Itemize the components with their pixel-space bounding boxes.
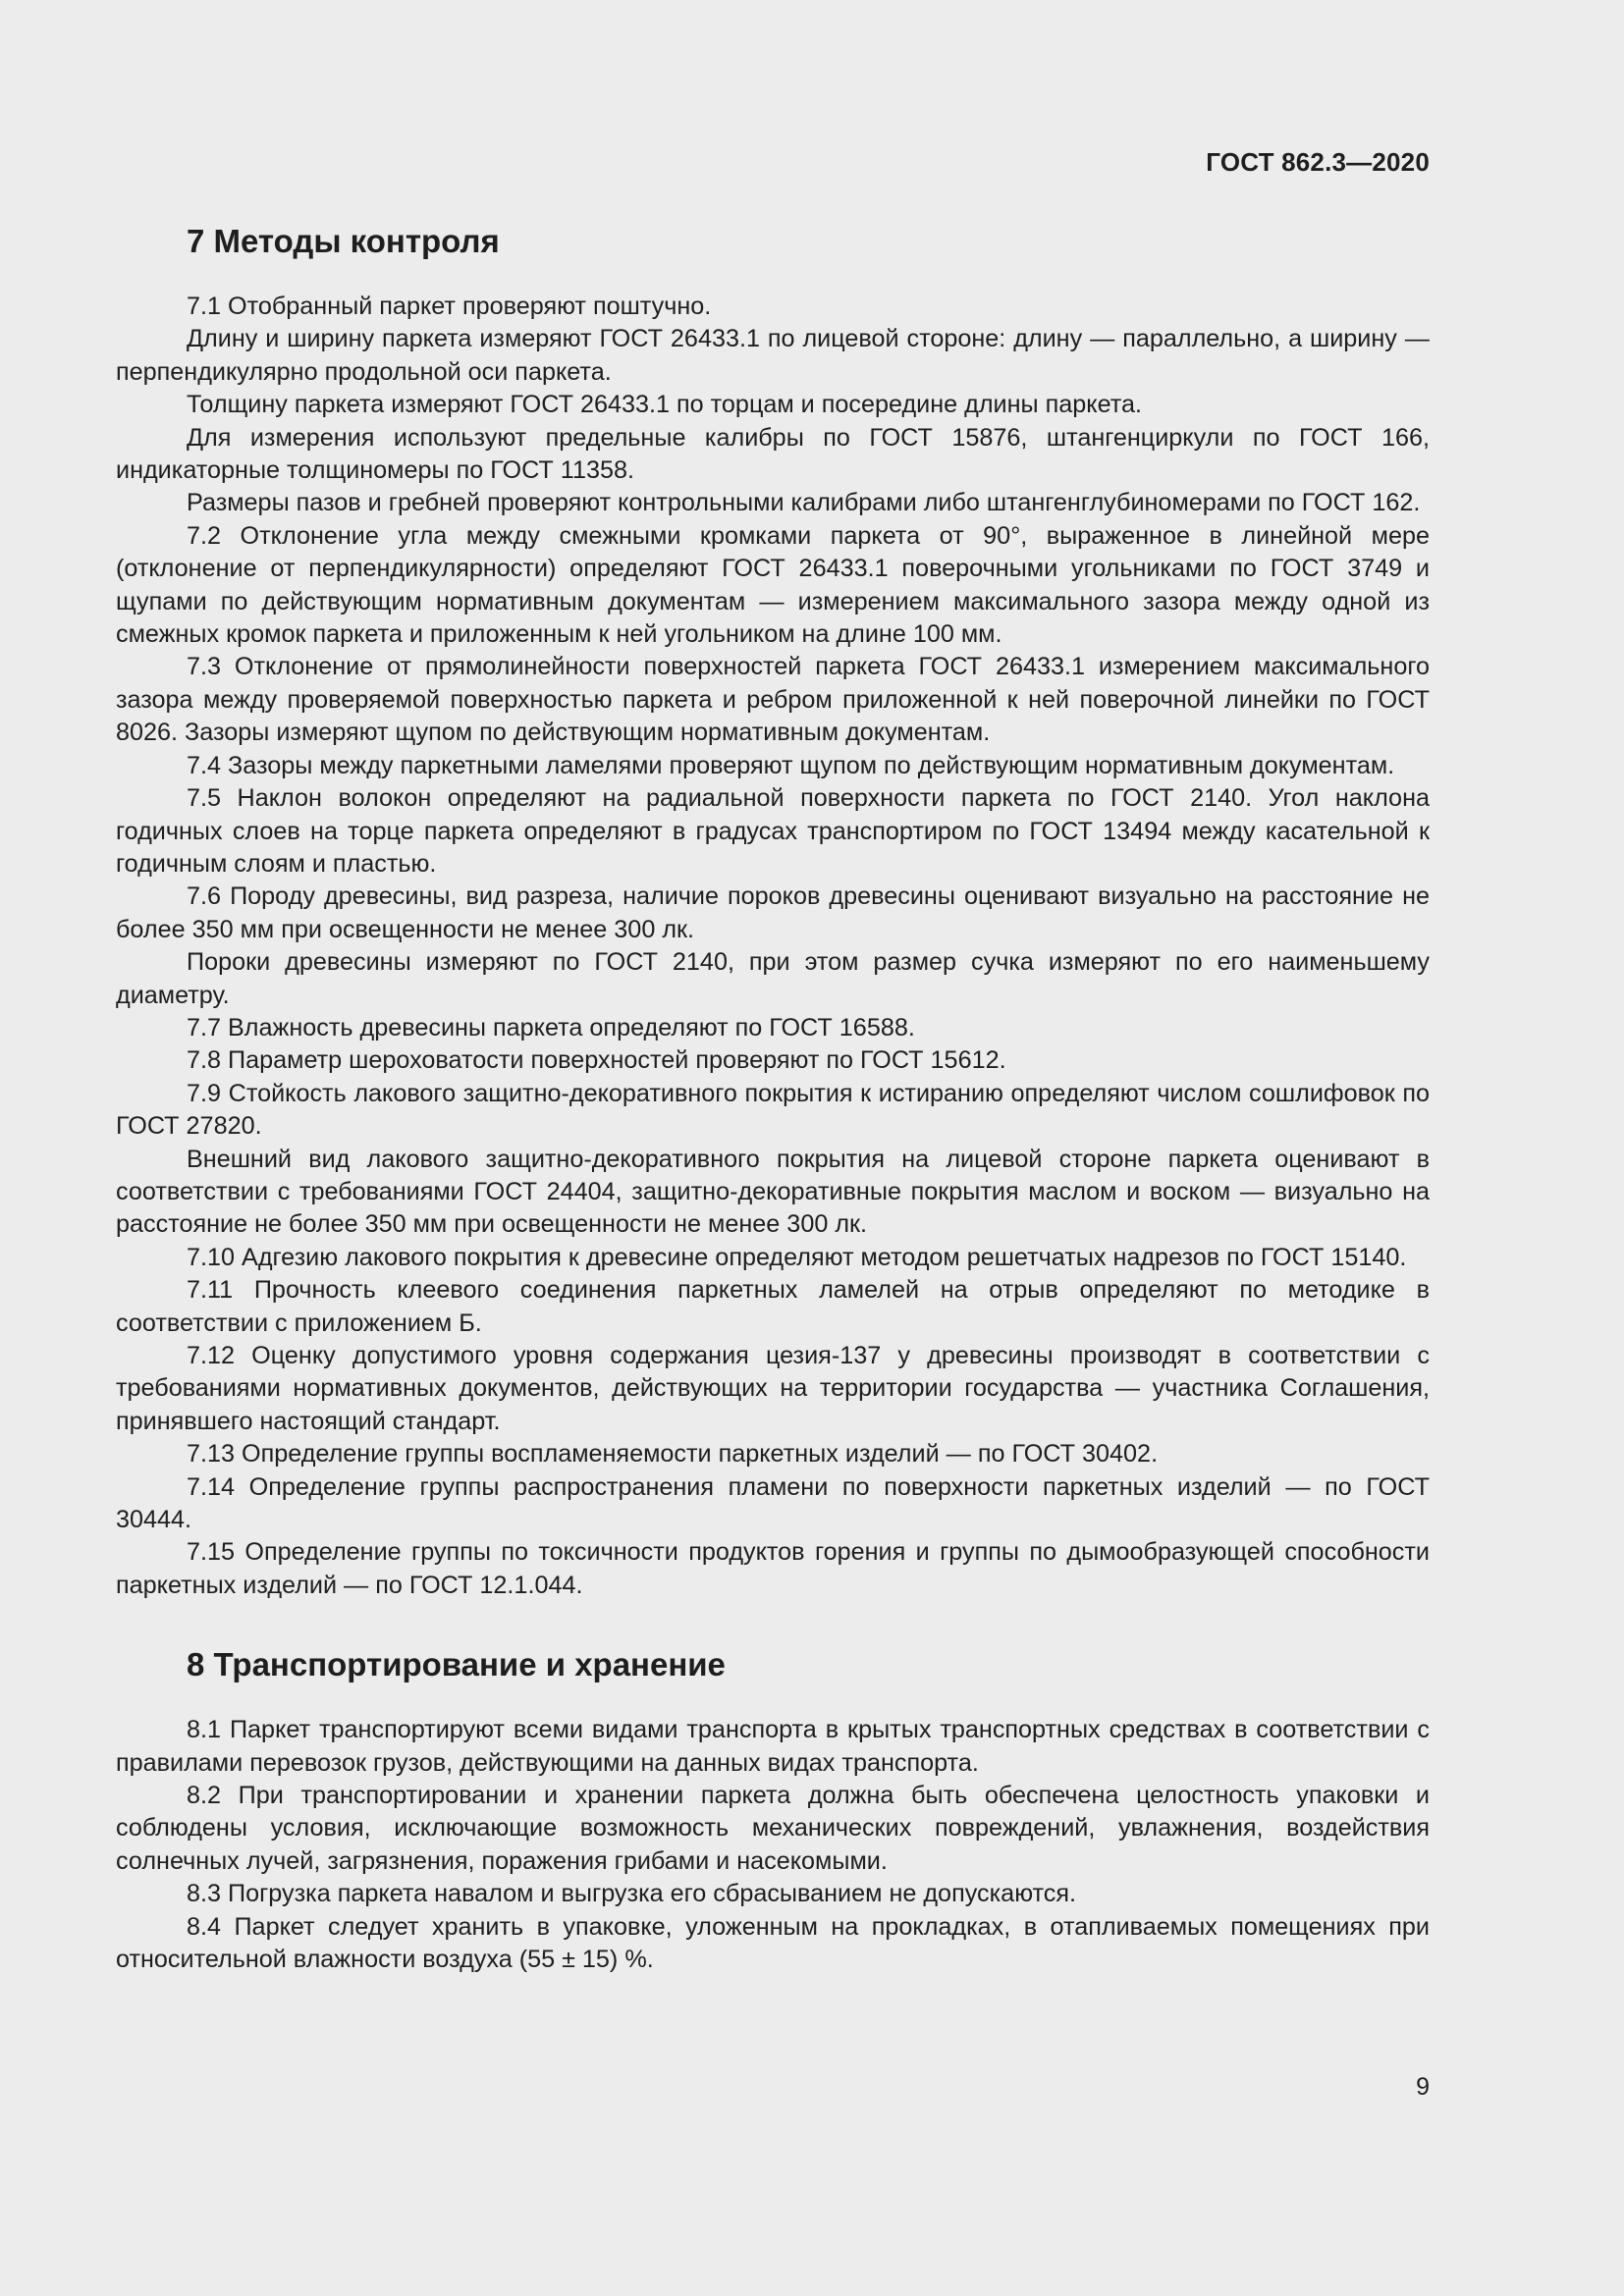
- page-number: 9: [1416, 2073, 1430, 2101]
- paragraph: 7.10 Адгезию лакового покрытия к древесине определяют методом решетчатых надрезов по ГОСТ 15140.: [187, 1243, 1407, 1271]
- paragraph: 7.8 Параметр шероховатости поверхностей проверяют по ГОСТ 15612.: [187, 1046, 1006, 1075]
- section-7-body: [116, 291, 1430, 1602]
- paragraph: 7.13 Определение группы воспламеняемости паркетных изделий — по ГОСТ 30402.: [187, 1440, 1159, 1468]
- paragraph: 7.12 Оценку допустимого уровня содержания цезия-137 у древесины производят в соответствии с требованиями нормативных документов, действующих на территории государства — участника Соглашения, принявшего настоящий стандарт.: [116, 1342, 1430, 1435]
- paragraph: 7.3 Отклонение от прямолинейности поверхностей паркета ГОСТ 26433.1 измерением максимального зазора между проверяемой поверхностью паркета и ребром приложенной к ней поверочной линейки по ГОСТ 8026. Зазоры измеряют щупом по действующим нормативным документам.: [116, 653, 1430, 747]
- document-code-header: ГОСТ 862.3—2020: [1206, 147, 1430, 177]
- page-content: [116, 214, 1430, 1977]
- paragraph: 7.2 Отклонение угла между смежными кромками паркета от 90°, выраженное в линейной мере (отклонение от перпендикулярности) определяют ГОСТ 26433.1 поверочными угольниками по ГОСТ 3749 и щупами по действующим нормативным документам — измерением максимального зазора между одной из смежных кромок паркета и приложенным к ней угольником на длине 100 мм.: [116, 521, 1430, 649]
- paragraph: Для измерения используют предельные калибры по ГОСТ 15876, штангенциркули по ГОСТ 166, индикаторные толщиномеры по ГОСТ 11358.: [116, 423, 1430, 485]
- paragraph: 7.1 Отобранный паркет проверяют поштучно.: [187, 293, 712, 320]
- paragraph: 7.9 Стойкость лакового защитно-декоративного покрытия к истиранию определяют числом сошлифовок по ГОСТ 27820.: [116, 1079, 1430, 1141]
- section-7-heading: 7 Методы контроля: [187, 223, 500, 259]
- paragraph: 8.2 При транспортировании и хранении паркета должна быть обеспечена целостность упаковки и соблюдены условия, исключающие возможность механических повреждений, увлажнения, воздействия солнечных лучей, загрязнения, поражения грибами и насекомыми.: [116, 1782, 1430, 1875]
- paragraph: Пороки древесины измеряют по ГОСТ 2140, при этом размер сучка измеряют по его наименьшему диаметру.: [116, 948, 1430, 1009]
- paragraph: 8.3 Погрузка паркета навалом и выгрузка его сбрасыванием не допускаются.: [187, 1880, 1077, 1908]
- paragraph: 7.6 Породу древесины, вид разреза, наличие пороков древесины оценивают визуально на расстояние не более 350 мм при освещенности не менее 300 лк.: [116, 882, 1430, 943]
- paragraph: 7.14 Определение группы распространения пламени по поверхности паркетных изделий — по ГОСТ 30444.: [116, 1472, 1430, 1534]
- paragraph: Длину и ширину паркета измеряют ГОСТ 26433.1 по лицевой стороне: длину — параллельно, а ширину — перпендикулярно продольной оси паркета.: [116, 325, 1430, 386]
- section-8-body: [116, 1714, 1430, 1976]
- paragraph: 7.5 Наклон волокон определяют на радиальной поверхности паркета по ГОСТ 2140. Угол наклона годичных слоев на торце паркета определяют в градусах транспортиром по ГОСТ 13494 между касательной к годичным слоям и пластью.: [116, 784, 1430, 878]
- paragraph: 7.15 Определение группы по токсичности продуктов горения и группы по дымообразующей способности паркетных изделий — по ГОСТ 12.1.044.: [116, 1538, 1430, 1599]
- section-8-heading: 8 Транспортирование и хранение: [187, 1646, 726, 1683]
- paragraph: 8.1 Паркет транспортируют всеми видами транспорта в крытых транспортных средствах в соответствии с правилами перевозок грузов, действующими на данных видах транспорта.: [116, 1716, 1430, 1777]
- paragraph: 7.7 Влажность древесины паркета определяют по ГОСТ 16588.: [187, 1013, 915, 1041]
- paragraph: Внешний вид лакового защитно-декоративного покрытия на лицевой стороне паркета оценивают в соответствии с требованиями ГОСТ 24404, защитно-декоративные покрытия маслом и воском — визуально на расстояние не более 350 мм при освещенности не менее 300 лк.: [116, 1145, 1430, 1239]
- paragraph: 7.4 Зазоры между паркетными ламелями проверяют щупом по действующим нормативным документам.: [187, 751, 1395, 779]
- paragraph: Толщину паркета измеряют ГОСТ 26433.1 по торцам и посередине длины паркета.: [187, 391, 1143, 419]
- paragraph: Размеры пазов и гребней проверяют контрольными калибрами либо штангенглубиномерами по ГОСТ 162.: [187, 489, 1421, 517]
- paragraph: 7.11 Прочность клеевого соединения паркетных ламелей на отрыв определяют по методике в соответствии с приложением Б.: [116, 1276, 1430, 1337]
- paragraph: 8.4 Паркет следует хранить в упаковке, уложенным на прокладках, в отапливаемых помещениях при относительной влажности воздуха (55 ± 15) %.: [116, 1912, 1430, 1974]
